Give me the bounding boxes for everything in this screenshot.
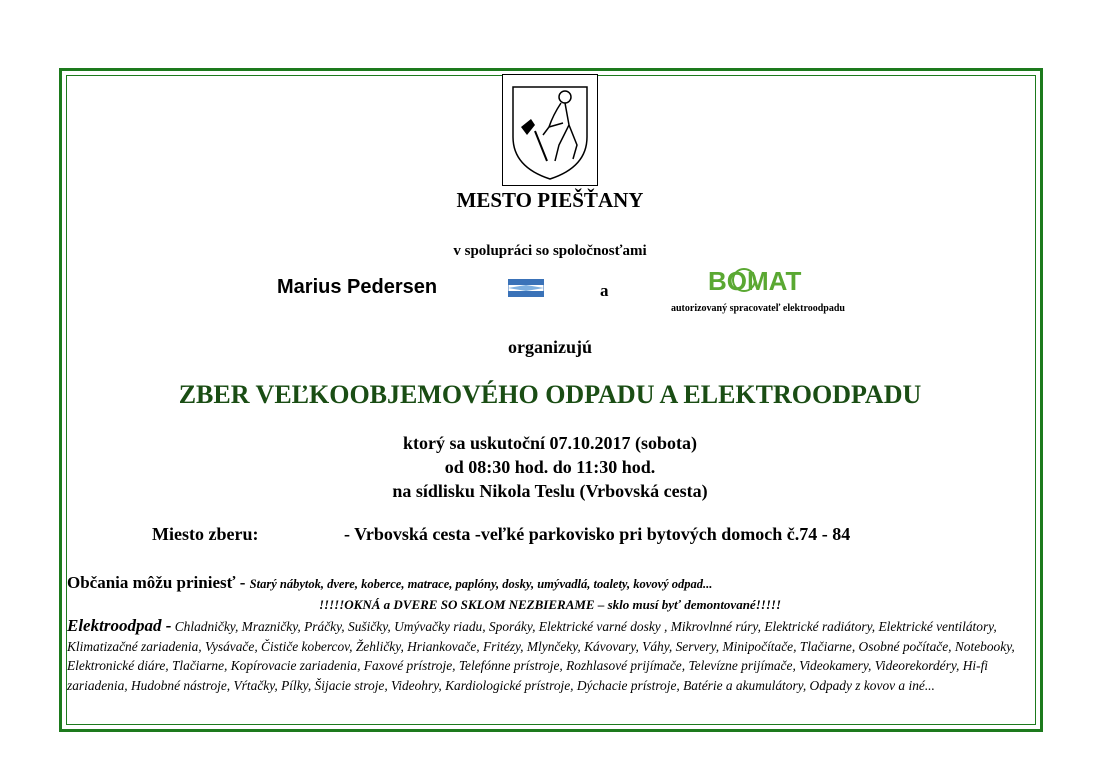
- glass-warning: !!!!!OKNÁ a DVERE SO SKLOM NEZBIERAME – sklo musí byť demontované!!!!!: [318, 597, 781, 612]
- coat-of-arms-logo: [502, 74, 598, 186]
- place-label: Miesto zberu:: [152, 524, 259, 544]
- electro-label: Elektroodpad -: [67, 616, 172, 635]
- bomat-logo-text: BOMAT: [708, 266, 802, 296]
- electro-list: Chladničky, Mrazničky, Práčky, Sušičky, Umývačky riadu, Sporáky, Elektrické varné dosky , Mikrovlnné rúry, Elektrické radiátory, Elektrické ventilátory, Klimatizačné zariadenia, Vysávače, Čističe kobercov, Žehličky, Hriankovače, Fritézy, Mlynčeky, Kávovary, Váhy, Servery, Minipočítače, Tlačiarne, Osobné počítače, Notebooky, Elektronické diáre, Tlačiarne, Kopírovacie zariadenia, Faxové prístroje, Telefónne prístroje, Rozhlasové prijímače, Televízne prijímače, Videokamery, Videorekordéry, Hi-fi zariadenia, Hudobné nástroje, Vŕtačky, Pílky, Šijacie stroje, Videohry, Kardiologické prístroje, Dýchacie prístroje, Batérie a akumulátory, Odpady z kovov a iné...: [67, 619, 1015, 693]
- bomat-logo: [708, 264, 826, 296]
- organize-text: organizujú: [507, 337, 592, 357]
- citizens-label: Občania môžu priniesť -: [67, 573, 246, 592]
- city-title: MESTO PIEŠŤANY: [456, 188, 644, 212]
- electro-section: [67, 616, 1035, 695]
- citizens-section: [67, 573, 712, 593]
- place-value: - Vrbovská cesta -veľké parkovisko pri bytových domoch č.74 - 84: [344, 524, 851, 544]
- marius-pedersen-flag-icon: [508, 279, 544, 297]
- event-info: [0, 431, 1100, 503]
- partner-marius-pedersen: Marius Pedersen: [277, 276, 438, 298]
- cooperation-text: v spolupráci so spoločnosťami: [453, 243, 647, 259]
- event-date: ktorý sa uskutoční 07.10.2017 (sobota): [402, 433, 698, 453]
- event-headline: ZBER VEĽKOOBJEMOVÉHO ODPADU A ELEKTROODPADU: [178, 380, 922, 409]
- conjunction-text: a: [600, 281, 609, 300]
- bomat-subtitle: autorizovaný spracovateľ elektroodpadu: [671, 303, 845, 314]
- event-location: na sídlisku Nikola Teslu (Vrbovská cesta): [392, 481, 708, 501]
- event-time: od 08:30 hod. do 11:30 hod.: [444, 457, 656, 477]
- citizens-list: Starý nábytok, dvere, koberce, matrace, paplóny, dosky, umývadlá, toalety, kovový odpad...: [249, 577, 713, 591]
